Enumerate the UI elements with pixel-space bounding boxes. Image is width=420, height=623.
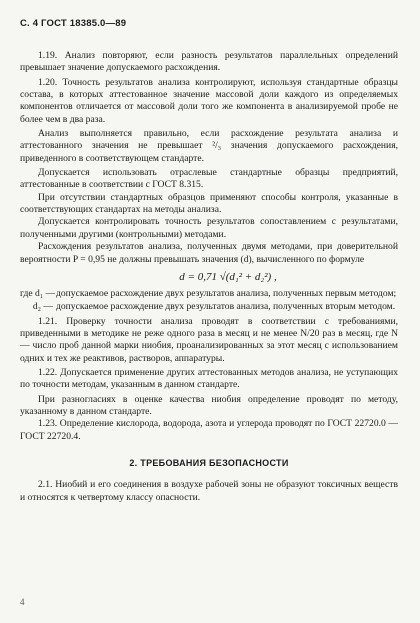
formula: d = 0,71 √(d₁² + d₂²) ,	[179, 270, 277, 283]
page-header: С. 4 ГОСТ 18385.0—89	[20, 18, 127, 29]
footer-mark: 4	[20, 597, 25, 607]
where-d2-label: d₂ —	[32, 301, 53, 313]
where-d1	[20, 288, 398, 300]
document-body	[20, 50, 398, 504]
paragraph-1-22: 1.22. Допускается применение других аттестованных методов анализа, не уступающих по точности методам, указанным в данном стандарте.	[20, 366, 398, 391]
paragraph-disagreement: При разногласиях в оценке качества ниобия определение проводят по методу, указанному в данном стандарте.	[20, 393, 398, 417]
paragraph-industry-samples: Допускается использовать отраслевые стандартные образцы предприятий, аттестованные в соответствии с ГОСТ 8.315.	[20, 167, 398, 191]
paragraph-compare-methods: Допускается контролировать точность результатов сопоставлением с результатами, полученными другими (контрольными) методами.	[20, 216, 398, 240]
paragraph-1-21: 1.21. Проверку точности анализа проводят в соответствии с требованиями, приведенными в методике не реже одного раза в месяц и не менее N/20 раз в месяц, где N — число проб данной марки ниобия, проанализированных за этот месяц с использованием одних и тех же реактивов, растворов, аппаратуры.	[20, 315, 398, 364]
where-d1-label: где d₁ —	[20, 287, 56, 299]
section-title-safety: 2. ТРЕБОВАНИЯ БЕЗОПАСНОСТИ	[129, 457, 289, 468]
paragraph-2-1: 2.1. Ниобий и его соединения в воздухе рабочей зоны не образуют токсичных веществ и относятся к четвертому классу опасности.	[20, 479, 398, 503]
where-d2-definition: допускаемое расхождение двух результатов анализа, полученных вторым методом.	[56, 301, 396, 313]
paragraph-1-20: 1.20. Точность результатов анализа контролируют, используя стандартные образцы состава, в которых аттестованное значение массовой доли каждого из определяемых компонентов отличается от массовой доли того же компонента в анализируемой пробе не более чем в два раза.	[20, 76, 398, 125]
paragraph-discrepancy: Расхождения результатов анализа, полученных двумя методами, при доверительной вероятности P = 0,95 не должны превышать значения (d), вычисленного по формуле	[20, 241, 398, 265]
where-d1-definition: допускаемое расхождение двух результатов анализа, полученных первым методом;	[56, 287, 397, 299]
where-d2	[20, 301, 398, 313]
paragraph-1-23: 1.23. Определение кислорода, водорода, азота и углерода проводят по ГОСТ 22720.0 — ГОСТ 22720.4.	[20, 418, 398, 442]
paragraph-1-19: 1.19. Анализ повторяют, если разность результатов параллельных определений превышает значение допускаемого расхождения.	[20, 50, 398, 74]
paragraph-no-samples: При отсутствии стандартных образцов применяют способы контроля, указанные в соответствующих стандартах на методы анализа.	[20, 191, 398, 216]
paragraph-correctness: Анализ выполняется правильно, если расхождение результата анализа и аттестованного значения не превышает ²/₃ значения допускаемого расхождения, приведенного в соответствующем стандарте.	[20, 128, 398, 164]
